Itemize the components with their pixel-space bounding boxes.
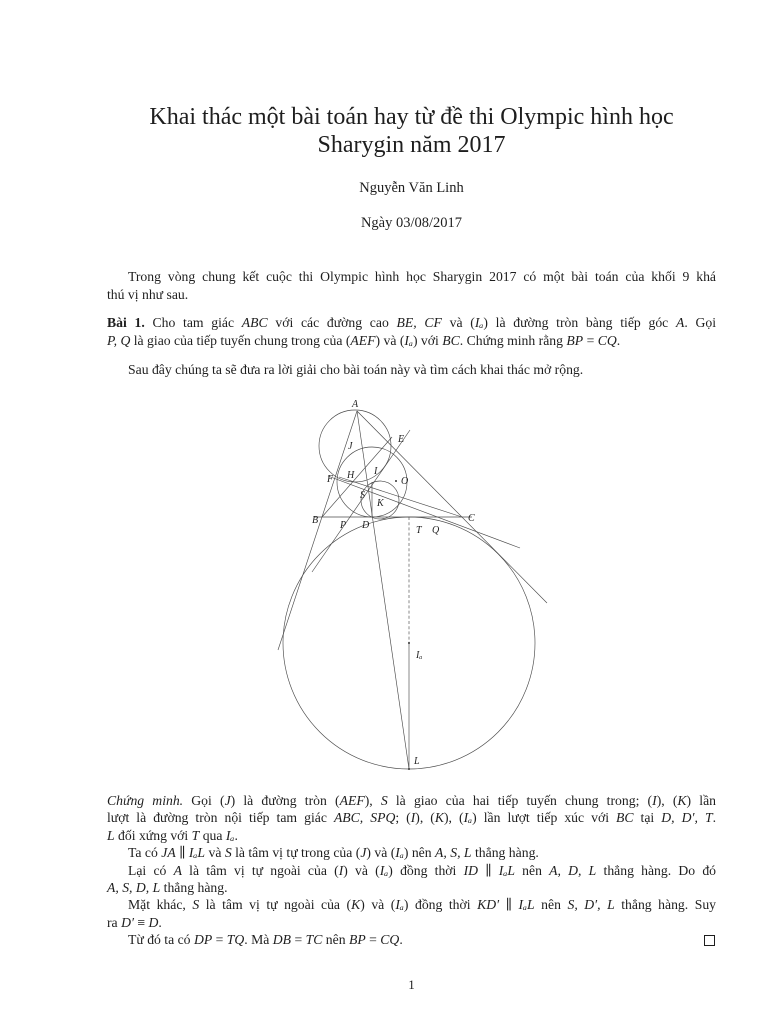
text-line xyxy=(107,361,716,379)
text-run: và ( xyxy=(441,315,475,330)
text-run: Lại có xyxy=(128,862,174,878)
math-expression: Iₐ xyxy=(395,897,404,913)
text-run: ∥ xyxy=(175,845,189,861)
text-line xyxy=(107,844,716,861)
intro-paragraph xyxy=(107,268,716,304)
text-line xyxy=(107,268,716,286)
math-expression: BC xyxy=(616,810,634,826)
text-run: ∥ xyxy=(499,897,519,913)
math-expression: DP xyxy=(193,932,213,948)
tangent-through-q xyxy=(328,476,520,548)
math-expression: DB xyxy=(272,932,292,948)
proof-section xyxy=(107,792,716,949)
math-expression: P, Q xyxy=(107,332,131,348)
math-expression: K xyxy=(434,810,444,826)
math-expression: AEF xyxy=(350,332,376,348)
math-expression: CQ xyxy=(380,932,400,948)
math-expression: JA xyxy=(161,845,176,861)
label-s: S xyxy=(360,490,365,501)
math-expression: D xyxy=(148,914,159,930)
point-ia-dot xyxy=(408,642,410,644)
text-run: ), ( xyxy=(656,793,678,808)
text-run: với các đường cao xyxy=(267,315,397,330)
label-i: I xyxy=(374,466,378,477)
text-run: ) đồng thời xyxy=(403,897,478,913)
math-expression: S xyxy=(192,897,200,913)
text-line xyxy=(107,809,716,826)
math-expression: BE, CF xyxy=(396,315,442,330)
text-run: là tâm vị tự ngoài của ( xyxy=(199,897,352,913)
text-run: . xyxy=(712,810,716,826)
text-run: thẳng hàng. xyxy=(160,880,228,896)
point-o-dot xyxy=(395,480,397,482)
text-run: ) nên xyxy=(403,845,436,861)
text-run: ) và ( xyxy=(343,862,380,878)
math-expression: TC xyxy=(305,932,323,948)
math-expression: S, D′, L xyxy=(567,897,615,913)
text-line xyxy=(107,332,716,350)
math-expression: S xyxy=(224,845,232,861)
text-run: ≡ xyxy=(133,914,149,930)
math-expression: IₐL xyxy=(188,845,206,861)
text-run: = xyxy=(212,932,227,948)
text-run: Sau đây chúng ta sẽ đưa ra lời giải cho bài toán này và tìm cách khai thác mở rộng. xyxy=(128,362,584,377)
text-run: . Mà xyxy=(244,932,273,948)
text-run: ∥ xyxy=(478,862,499,878)
text-run: qua xyxy=(199,827,226,843)
math-expression: S xyxy=(380,793,388,808)
text-line xyxy=(107,286,716,304)
text-run: đối xứng với xyxy=(114,827,192,843)
math-expression: IₐL xyxy=(518,897,535,913)
math-expression: ABC xyxy=(241,315,268,330)
text-run: ) và ( xyxy=(360,897,396,913)
text-run: ), ( xyxy=(415,810,435,826)
label-e: E xyxy=(398,434,405,445)
math-expression: A, S, L xyxy=(435,845,472,861)
text-run: nên xyxy=(534,897,568,913)
label-o: O xyxy=(401,476,409,487)
text-run: ) là đường tròn bàng tiếp góc xyxy=(483,315,676,330)
text-run: thẳng hàng. Suy xyxy=(614,897,717,913)
proof-paragraph-4 xyxy=(107,896,716,931)
circle-j-aef xyxy=(319,410,391,482)
text-run: . Chứng minh rằng xyxy=(459,332,567,348)
label-p: P xyxy=(340,520,347,531)
math-expression: BC xyxy=(442,332,460,348)
text-run: thẳng hàng. xyxy=(471,845,539,861)
text-run: tại xyxy=(633,810,662,826)
title-line-2: Sharygin năm 2017 xyxy=(317,132,506,158)
text-run: ) lần lượt tiếp xúc với xyxy=(472,810,617,826)
label-a: A xyxy=(352,399,359,410)
text-run: . xyxy=(158,914,162,930)
text-line xyxy=(107,896,716,913)
label-h: H xyxy=(347,470,355,481)
math-expression: BP xyxy=(348,932,366,948)
math-expression: Iₐ xyxy=(225,827,235,843)
text-run: nên xyxy=(514,862,550,878)
text-run: là tâm vị tự trong của ( xyxy=(231,845,361,861)
math-expression: I xyxy=(652,793,657,808)
text-run: . Gọi xyxy=(684,315,717,330)
math-expression: A xyxy=(173,862,182,878)
math-expression: A, D, L xyxy=(549,862,597,878)
proof-paragraph-5 xyxy=(107,931,716,948)
proof-label: Chứng minh. xyxy=(107,793,184,808)
text-run: Cho tam giác xyxy=(144,315,242,330)
label-ia: Iₐ xyxy=(416,650,423,661)
math-expression: I xyxy=(338,862,344,878)
text-line xyxy=(107,879,716,896)
problem-statement xyxy=(107,314,716,349)
math-expression: A, S, D, L xyxy=(107,880,161,896)
math-expression: D, D′, T xyxy=(661,810,713,826)
text-line xyxy=(107,827,716,844)
math-expression: I xyxy=(410,810,416,826)
math-expression: K xyxy=(677,793,687,808)
text-run: ) lần xyxy=(686,793,717,808)
math-expression: ABC, SPQ xyxy=(333,810,396,826)
text-line xyxy=(107,914,716,931)
text-run: . xyxy=(399,932,403,948)
math-expression: KD′ xyxy=(477,897,500,913)
text-run: ra xyxy=(107,914,122,930)
text-run: ), xyxy=(364,793,381,808)
label-b: B xyxy=(312,515,319,526)
text-run: . xyxy=(616,332,621,348)
text-run: Ta có xyxy=(128,845,162,861)
label-c: C xyxy=(468,513,475,524)
text-run: là giao của tiếp tuyến chung trong của ( xyxy=(130,332,351,348)
text-run: Từ đó ta có xyxy=(128,932,194,948)
text-run: ) với xyxy=(412,332,443,348)
math-expression: Iₐ xyxy=(474,315,484,330)
label-t: T xyxy=(416,525,422,536)
label-k: K xyxy=(377,498,384,509)
math-expression: J xyxy=(224,793,231,808)
text-line xyxy=(107,314,716,332)
math-expression: T xyxy=(191,827,200,843)
text-run: ) và ( xyxy=(375,332,405,348)
text-run: Mặt khác, xyxy=(128,897,193,913)
math-expression: TQ xyxy=(226,932,245,948)
text-run: và xyxy=(205,845,225,861)
line-ac-extended xyxy=(357,411,547,603)
text-run: ) là đường tròn ( xyxy=(230,793,340,808)
text-run: ), ( xyxy=(444,810,464,826)
math-expression: Iₐ xyxy=(404,332,413,348)
text-run: là tâm vị tự ngoài của ( xyxy=(181,862,339,878)
math-expression: Iₐ xyxy=(395,845,404,861)
document-date: Ngày 03/08/2017 xyxy=(360,215,463,231)
text-run: . xyxy=(234,827,238,843)
text-run: = xyxy=(291,932,306,948)
page-number: 1 xyxy=(408,977,415,992)
line-al xyxy=(357,411,409,769)
proof-paragraph-1 xyxy=(107,792,716,844)
text-run: lượt là đường tròn nội tiếp tam giác xyxy=(107,810,334,826)
math-expression: K xyxy=(351,897,361,913)
math-expression: L xyxy=(107,827,115,843)
math-expression: AEF xyxy=(339,793,365,808)
math-expression: BP xyxy=(566,332,584,348)
problem-label: Bài 1. xyxy=(107,315,145,330)
title-line-1: Khai thác một bài toán hay từ đề thi Olympic hình học xyxy=(149,104,674,130)
text-run: = xyxy=(365,932,381,948)
label-d: D xyxy=(362,520,370,531)
text-run: nên xyxy=(322,932,349,948)
label-q: Q xyxy=(432,525,440,536)
math-expression: CQ xyxy=(597,332,617,348)
label-l: L xyxy=(414,756,420,767)
author-name: Nguyễn Văn Linh xyxy=(359,180,464,196)
qed-square-icon xyxy=(704,935,715,946)
math-expression: IₐL xyxy=(498,862,515,878)
transition-paragraph xyxy=(107,361,716,379)
text-run: Trong vòng chung kết cuộc thi Olympic hình học Sharygin 2017 có một bài toán của khối 9 khá xyxy=(128,269,716,284)
document-title xyxy=(107,103,716,159)
text-line xyxy=(107,931,716,948)
text-run: là giao của hai tiếp tuyến chung trong; ( xyxy=(387,793,653,808)
text-run: ; ( xyxy=(395,810,411,826)
text-run: thú vị như sau. xyxy=(107,287,189,302)
text-run: = xyxy=(583,332,598,348)
proof-paragraph-3 xyxy=(107,862,716,897)
math-expression: D′ xyxy=(121,914,134,930)
text-run: ) đồng thời xyxy=(388,862,464,878)
math-expression: J xyxy=(360,845,367,861)
text-run: Gọi ( xyxy=(183,793,225,808)
text-run: ) và ( xyxy=(366,845,396,861)
text-line xyxy=(107,792,716,809)
proof-paragraph-2 xyxy=(107,844,716,861)
label-j: J xyxy=(348,441,353,452)
math-expression: ID xyxy=(463,862,479,878)
math-expression: Iₐ xyxy=(379,862,389,878)
text-run: thẳng hàng. Do đó xyxy=(596,862,717,878)
math-expression: A xyxy=(675,315,685,330)
math-expression: Iₐ xyxy=(463,810,473,826)
label-f: F xyxy=(327,474,334,485)
point-l-dot xyxy=(408,768,410,770)
text-line xyxy=(107,862,716,879)
geometry-figure xyxy=(270,392,560,784)
